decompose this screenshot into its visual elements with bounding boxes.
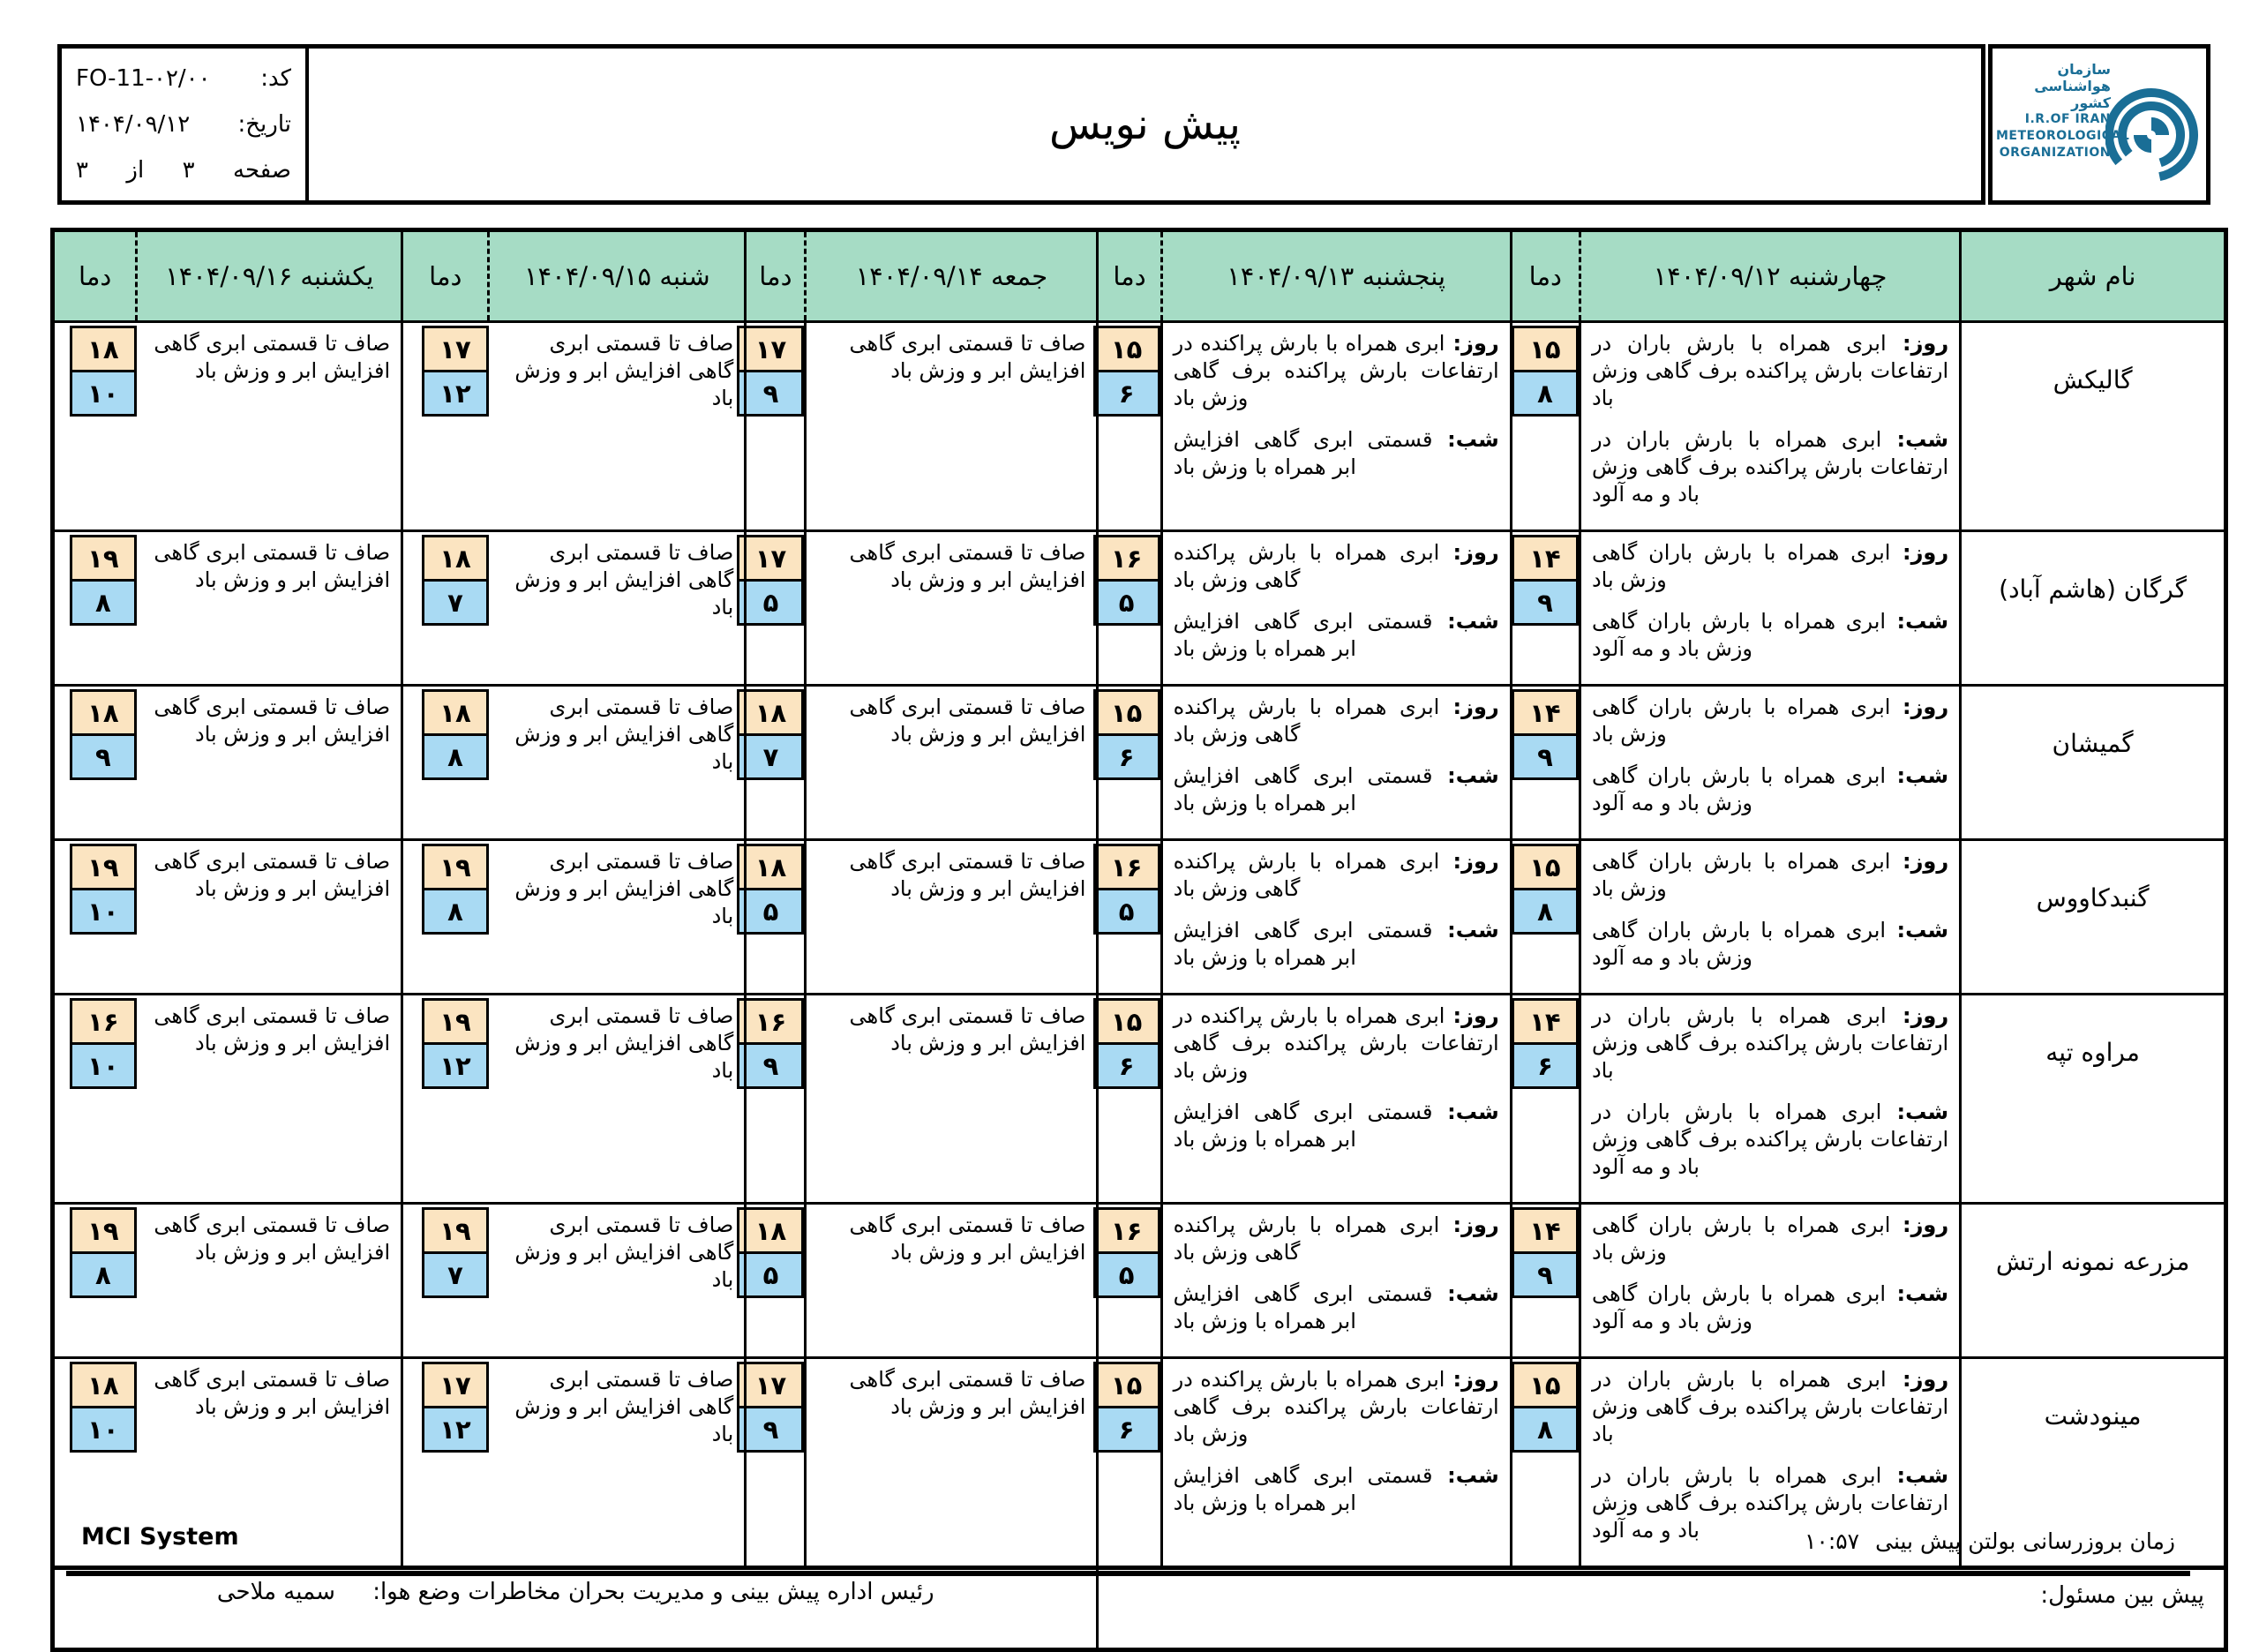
period-label: روز:: [1445, 1367, 1499, 1392]
min-temp-box: ۱۰: [70, 370, 137, 417]
table-row: [53, 1204, 2226, 1358]
min-temp-box: ۸: [422, 888, 489, 935]
temp-box-stack: [70, 326, 137, 417]
temp-box-stack: [737, 998, 804, 1089]
period-label: روز:: [1439, 1213, 1499, 1237]
table-header: [53, 230, 2226, 322]
table-row: [53, 322, 2226, 531]
mci-system-label: MCI System: [81, 1523, 239, 1551]
temp-cell: [53, 322, 137, 531]
temp-box-stack: [422, 1207, 489, 1298]
page-title: پیش نویس: [1049, 100, 1242, 149]
max-temp-box: ۱۹: [70, 1207, 137, 1254]
forecast-text-cell: روز: ابری همراه با بارش باران در ارتفاعات بارش پراکنده برف گاهی وزش باد شب: ابری همراه با بارش باران در ارتفاعات بارش پراکنده برف گاهی وزش باد و مه آلود: [1580, 1358, 1960, 1568]
city-name: مینودشت: [1961, 1358, 2226, 1568]
min-temp-box: ۹: [737, 370, 804, 417]
head-of-office-cell: [53, 1568, 1098, 1650]
temp-box-stack: [70, 535, 137, 626]
temp-header-sunday: دما: [53, 230, 137, 322]
temp-cell: [1098, 531, 1161, 686]
max-temp-box: ۱۸: [422, 689, 489, 736]
temp-box-stack: [1512, 535, 1579, 626]
temp-box-stack: [737, 326, 804, 417]
temp-box-stack: [1512, 689, 1579, 780]
period-label: روز:: [1445, 331, 1499, 356]
temp-box-stack: [1093, 1362, 1160, 1453]
temp-box-stack: [737, 1362, 804, 1453]
period-label: شب:: [1886, 609, 1949, 634]
forecast-text-cell: صاف تا قسمتی ابری گاهی افزایش ابر و وزش باد: [137, 686, 402, 840]
period-label: شب:: [1886, 1281, 1949, 1306]
period-label: شب:: [1432, 427, 1499, 452]
temp-box-stack: [1512, 998, 1579, 1089]
forecast-text-cell: روز: ابری همراه با بارش پراکنده گاهی وزش باد شب: قسمتی ابری گاهی افزایش ابر همراه با وزش باد: [1161, 686, 1511, 840]
temp-cell: [1511, 322, 1580, 531]
min-temp-box: ۱۰: [70, 888, 137, 935]
temp-box-stack: [70, 1362, 137, 1453]
min-temp-box: ۵: [1093, 1251, 1160, 1298]
temp-cell: [1511, 1358, 1580, 1568]
min-temp-box: ۸: [70, 579, 137, 626]
temp-box-stack: [737, 1207, 804, 1298]
temp-header-wednesday: دما: [1511, 230, 1580, 322]
forecast-table-body: [53, 322, 2226, 1568]
city-name: مزرعه نمونه ارتش: [1961, 1204, 2226, 1358]
max-temp-box: ۱۸: [70, 1362, 137, 1408]
city-name: گمیشان: [1961, 686, 2226, 840]
min-temp-box: ۷: [422, 579, 489, 626]
max-temp-box: ۱۴: [1512, 998, 1579, 1045]
forecast-text-cell: روز: ابری همراه با بارش باران در ارتفاعات بارش پراکنده برف گاهی وزش باد شب: ابری همراه با بارش باران در ارتفاعات بارش پراکنده برف گاهی وزش باد و مه آلود: [1580, 322, 1960, 531]
responsible-forecaster-cell: [1098, 1568, 2226, 1650]
temp-cell: [402, 322, 489, 531]
period-label: روز:: [1886, 1003, 1949, 1028]
temp-box-stack: [70, 998, 137, 1089]
min-temp-box: ۶: [1093, 370, 1160, 417]
max-temp-box: ۱۵: [1093, 689, 1160, 736]
max-temp-box: ۱۵: [1093, 326, 1160, 372]
temp-cell: [402, 840, 489, 995]
period-label: روز:: [1890, 849, 1949, 874]
temp-cell: [746, 1204, 806, 1358]
forecast-text-cell: صاف تا قسمتی ابری گاهی افزایش ابر و وزش باد: [489, 995, 746, 1204]
forecast-text-cell: صاف تا قسمتی ابری گاهی افزایش ابر و وزش باد: [806, 1358, 1098, 1568]
min-temp-box: ۶: [1093, 733, 1160, 780]
period-label: شب:: [1881, 1463, 1949, 1488]
forecast-text-cell: صاف تا قسمتی ابری گاهی افزایش ابر و وزش باد: [489, 686, 746, 840]
forecast-text-cell: صاف تا قسمتی ابری گاهی افزایش ابر و وزش باد: [806, 686, 1098, 840]
period-label: روز:: [1886, 331, 1949, 356]
update-time-value: ۱۰:۵۷: [1804, 1528, 1860, 1554]
code-label: کد:: [260, 65, 291, 92]
temp-box-stack: [70, 689, 137, 780]
document-header: [57, 44, 1985, 205]
temp-cell: [1098, 686, 1161, 840]
temp-box-stack: [422, 535, 489, 626]
period-label: روز:: [1439, 849, 1499, 874]
temp-box-stack: [737, 844, 804, 935]
max-temp-box: ۱۶: [1093, 1207, 1160, 1254]
min-temp-box: ۶: [1512, 1042, 1579, 1089]
max-temp-box: ۱۸: [70, 326, 137, 372]
min-temp-box: ۵: [737, 888, 804, 935]
temp-header-thursday: دما: [1098, 230, 1161, 322]
min-temp-box: ۱۰: [70, 1406, 137, 1453]
bottom-divider: [66, 1571, 2190, 1576]
temp-cell: [1098, 1204, 1161, 1358]
forecast-table: [50, 228, 2228, 1652]
temp-box-stack: [422, 1362, 489, 1453]
forecast-text-cell: صاف تا قسمتی ابری گاهی افزایش ابر و وزش باد: [489, 840, 746, 995]
day-header-thursday: پنجشنبه ۱۴۰۴/۰۹/۱۳: [1161, 230, 1511, 322]
update-time-label: زمان بروزرسانی بولتن پیش بینی: [1875, 1528, 2175, 1554]
code-line: [76, 65, 291, 92]
min-temp-box: ۹: [1512, 733, 1579, 780]
temp-cell: [1511, 686, 1580, 840]
table-row: [53, 531, 2226, 686]
period-label: شب:: [1886, 763, 1949, 788]
head-of-office-name: سمیه ملاحی: [216, 1579, 335, 1605]
date-line: [76, 111, 291, 138]
temp-box-stack: [422, 998, 489, 1089]
forecast-text-cell: صاف تا قسمتی ابری گاهی افزایش ابر و وزش باد: [137, 322, 402, 531]
max-temp-box: ۱۵: [1512, 844, 1579, 890]
min-temp-box: ۱۲: [422, 370, 489, 417]
forecast-text-cell: صاف تا قسمتی ابری گاهی افزایش ابر و وزش باد: [489, 1358, 746, 1568]
logo-text: [1996, 61, 2130, 161]
period-label: روز:: [1886, 1367, 1949, 1392]
temp-cell: [746, 686, 806, 840]
min-temp-box: ۹: [737, 1042, 804, 1089]
temp-cell: [746, 995, 806, 1204]
day-header-sunday: یکشنبه ۱۴۰۴/۰۹/۱۶: [137, 230, 402, 322]
day-header-saturday: شنبه ۱۴۰۴/۰۹/۱۵: [489, 230, 746, 322]
temp-cell: [53, 686, 137, 840]
forecast-text-cell: صاف تا قسمتی ابری گاهی افزایش ابر و وزش باد: [137, 840, 402, 995]
temp-box-stack: [1512, 326, 1579, 417]
forecast-text-cell: صاف تا قسمتی ابری گاهی افزایش ابر و وزش باد: [806, 322, 1098, 531]
temp-cell: [53, 840, 137, 995]
organization-logo: [1988, 44, 2210, 205]
forecast-text-cell: صاف تا قسمتی ابری گاهی افزایش ابر و وزش باد: [806, 995, 1098, 1204]
temp-cell: [746, 322, 806, 531]
max-temp-box: ۱۶: [737, 998, 804, 1045]
page-number: ۳: [182, 157, 195, 184]
min-temp-box: ۶: [1093, 1406, 1160, 1453]
period-label: شب:: [1432, 609, 1499, 634]
min-temp-box: ۱۰: [70, 1042, 137, 1089]
temp-box-stack: [70, 844, 137, 935]
forecast-text-cell: روز: ابری همراه با بارش پراکنده گاهی وزش باد شب: قسمتی ابری گاهی افزایش ابر همراه با وزش باد: [1161, 840, 1511, 995]
period-label: روز:: [1890, 695, 1949, 719]
min-temp-box: ۹: [1512, 579, 1579, 626]
temp-header-saturday: دما: [402, 230, 489, 322]
page-of-label: از: [126, 157, 145, 184]
max-temp-box: ۱۵: [1512, 326, 1579, 372]
temp-cell: [53, 995, 137, 1204]
temp-cell: [1511, 840, 1580, 995]
temp-cell: [1098, 1358, 1161, 1568]
forecast-text-cell: صاف تا قسمتی ابری گاهی افزایش ابر و وزش باد: [137, 531, 402, 686]
forecast-text-cell: صاف تا قسمتی ابری گاهی افزایش ابر و وزش باد: [137, 1204, 402, 1358]
max-temp-box: ۱۵: [1093, 1362, 1160, 1408]
min-temp-box: ۹: [70, 733, 137, 780]
temp-cell: [1098, 995, 1161, 1204]
day-header-friday: جمعه ۱۴۰۴/۰۹/۱۴: [806, 230, 1098, 322]
temp-box-stack: [422, 326, 489, 417]
min-temp-box: ۵: [737, 579, 804, 626]
min-temp-box: ۵: [1093, 579, 1160, 626]
temp-box-stack: [1512, 1207, 1579, 1298]
max-temp-box: ۱۹: [422, 998, 489, 1045]
forecast-text-cell: روز: ابری همراه با بارش باران گاهی وزش باد شب: ابری همراه با بارش باران گاهی وزش باد و مه آلود: [1580, 840, 1960, 995]
table-row: [53, 686, 2226, 840]
temp-box-stack: [737, 535, 804, 626]
city-name: گالیکش: [1961, 322, 2226, 531]
max-temp-box: ۱۹: [70, 844, 137, 890]
forecast-text-cell: صاف تا قسمتی ابری گاهی افزایش ابر و وزش باد: [489, 531, 746, 686]
page-label: صفحه: [233, 157, 291, 184]
forecast-text-cell: روز: ابری همراه با بارش پراکنده در ارتفاعات بارش پراکنده برف گاهی وزش باد شب: قسمتی ابری گاهی افزایش ابر همراه با وزش باد: [1161, 1358, 1511, 1568]
max-temp-box: ۱۶: [1093, 535, 1160, 582]
min-temp-box: ۶: [1093, 1042, 1160, 1089]
forecast-text-cell: صاف تا قسمتی ابری گاهی افزایش ابر و وزش باد: [489, 1204, 746, 1358]
temp-box-stack: [1093, 1207, 1160, 1298]
date-value: ۱۴۰۴/۰۹/۱۲: [76, 111, 191, 138]
table-row: [53, 995, 2226, 1204]
city-name: گنبدکاووس: [1961, 840, 2226, 995]
min-temp-box: ۸: [1512, 1406, 1579, 1453]
max-temp-box: ۱۷: [737, 535, 804, 582]
head-of-office-label: رئیس اداره پیش بینی و مدیریت بحران مخاطرات وضع هوا:: [372, 1579, 934, 1605]
period-label: شب:: [1432, 918, 1499, 942]
min-temp-box: ۱۲: [422, 1042, 489, 1089]
code-value: FO-11-۰۲/۰۰: [76, 65, 211, 92]
day-header-wednesday: چهارشنبه ۱۴۰۴/۰۹/۱۲: [1580, 230, 1960, 322]
temp-box-stack: [1093, 326, 1160, 417]
min-temp-box: ۸: [422, 733, 489, 780]
max-temp-box: ۱۴: [1512, 689, 1579, 736]
temp-cell: [746, 1358, 806, 1568]
temp-box-stack: [1512, 1362, 1579, 1453]
max-temp-box: ۱۶: [70, 998, 137, 1045]
forecast-text-cell: روز: ابری همراه با بارش پراکنده در ارتفاعات بارش پراکنده برف گاهی وزش باد شب: قسمتی ابری گاهی افزایش ابر همراه با وزش باد: [1161, 995, 1511, 1204]
title-area: [309, 49, 1981, 200]
period-label: شب:: [1432, 1281, 1499, 1306]
min-temp-box: ۱۲: [422, 1406, 489, 1453]
max-temp-box: ۱۸: [70, 689, 137, 736]
temp-box-stack: [422, 844, 489, 935]
period-label: روز:: [1439, 540, 1499, 565]
max-temp-box: ۱۶: [1093, 844, 1160, 890]
forecast-text-cell: صاف تا قسمتی ابری گاهی افزایش ابر و وزش باد: [806, 1204, 1098, 1358]
forecast-text-cell: صاف تا قسمتی ابری گاهی افزایش ابر و وزش باد: [806, 840, 1098, 995]
city-name: مراوه تپه: [1961, 995, 2226, 1204]
min-temp-box: ۸: [1512, 370, 1579, 417]
temp-box-stack: [422, 689, 489, 780]
period-label: شب:: [1881, 1100, 1949, 1124]
max-temp-box: ۱۸: [422, 535, 489, 582]
temp-cell: [1098, 840, 1161, 995]
table-row: [53, 840, 2226, 995]
temp-cell: [402, 531, 489, 686]
bulletin-update-time: [1805, 1528, 2175, 1554]
temp-cell: [402, 686, 489, 840]
temp-box-stack: [1093, 844, 1160, 935]
period-label: روز:: [1890, 540, 1949, 565]
temp-box-stack: [70, 1207, 137, 1298]
temp-cell: [1098, 322, 1161, 531]
city-column-header: نام شهر: [1961, 230, 2226, 322]
forecast-text-cell: روز: ابری همراه با بارش پراکنده گاهی وزش باد شب: قسمتی ابری گاهی افزایش ابر همراه با وزش باد: [1161, 1204, 1511, 1358]
max-temp-box: ۱۷: [422, 1362, 489, 1408]
temp-box-stack: [1512, 844, 1579, 935]
period-label: شب:: [1432, 763, 1499, 788]
temp-cell: [1511, 1204, 1580, 1358]
period-label: شب:: [1886, 918, 1949, 942]
table-footer: [53, 1568, 2226, 1650]
min-temp-box: ۵: [737, 1251, 804, 1298]
city-name: گرگان (هاشم آباد): [1961, 531, 2226, 686]
logo-text-fa: سازمان هواشناسی کشور: [2034, 61, 2111, 111]
logo-text-en2: METEOROLOGICAL: [1996, 129, 2130, 143]
max-temp-box: ۱۸: [737, 844, 804, 890]
meta-box: [62, 49, 309, 200]
temp-box-stack: [737, 689, 804, 780]
forecast-text-cell: روز: ابری همراه با بارش باران گاهی وزش باد شب: ابری همراه با بارش باران گاهی وزش باد و مه آلود: [1580, 531, 1960, 686]
period-label: روز:: [1439, 695, 1499, 719]
min-temp-box: ۸: [70, 1251, 137, 1298]
forecast-text-cell: صاف تا قسمتی ابری گاهی افزایش ابر و وزش باد: [137, 1358, 402, 1568]
period-label: شب:: [1432, 1100, 1499, 1124]
max-temp-box: ۱۹: [422, 1207, 489, 1254]
forecast-text-cell: صاف تا قسمتی ابری گاهی افزایش ابر و وزش باد: [806, 531, 1098, 686]
min-temp-box: ۷: [422, 1251, 489, 1298]
max-temp-box: ۱۷: [422, 326, 489, 372]
forecast-text-cell: روز: ابری همراه با بارش باران گاهی وزش باد شب: ابری همراه با بارش باران گاهی وزش باد و مه آلود: [1580, 1204, 1960, 1358]
page-line: [76, 157, 291, 184]
period-label: شب:: [1432, 1463, 1499, 1488]
period-label: روز:: [1890, 1213, 1949, 1237]
forecast-text-cell: روز: ابری همراه با بارش باران گاهی وزش باد شب: ابری همراه با بارش باران گاهی وزش باد و مه آلود: [1580, 686, 1960, 840]
temp-cell: [402, 1358, 489, 1568]
forecast-text-cell: روز: ابری همراه با بارش پراکنده در ارتفاعات بارش پراکنده برف گاهی وزش باد شب: قسمتی ابری گاهی افزایش ابر همراه با وزش باد: [1161, 322, 1511, 531]
min-temp-box: ۹: [737, 1406, 804, 1453]
logo-text-en3: ORGANIZATION: [1999, 146, 2111, 160]
min-temp-box: ۹: [1512, 1251, 1579, 1298]
max-temp-box: ۱۹: [422, 844, 489, 890]
temp-cell: [1511, 531, 1580, 686]
date-label: تاریخ:: [237, 111, 291, 138]
forecast-text-cell: روز: ابری همراه با بارش باران در ارتفاعات بارش پراکنده برف گاهی وزش باد شب: ابری همراه با بارش باران در ارتفاعات بارش پراکنده برف گاهی وزش باد و مه آلود: [1580, 995, 1960, 1204]
forecast-text-cell: روز: ابری همراه با بارش پراکنده گاهی وزش باد شب: قسمتی ابری گاهی افزایش ابر همراه با وزش باد: [1161, 531, 1511, 686]
temp-box-stack: [1093, 998, 1160, 1089]
max-temp-box: ۱۸: [737, 689, 804, 736]
temp-cell: [1511, 995, 1580, 1204]
period-label: شب:: [1881, 427, 1949, 452]
meteorological-spiral-icon: [2105, 54, 2204, 199]
temp-box-stack: [1093, 689, 1160, 780]
max-temp-box: ۱۴: [1512, 1207, 1579, 1254]
temp-cell: [746, 840, 806, 995]
temp-cell: [53, 531, 137, 686]
max-temp-box: ۱۹: [70, 535, 137, 582]
max-temp-box: ۱۵: [1512, 1362, 1579, 1408]
min-temp-box: ۵: [1093, 888, 1160, 935]
temp-cell: [402, 1204, 489, 1358]
logo-text-en1: I.R.OF IRAN: [2024, 112, 2111, 126]
period-label: روز:: [1445, 1003, 1499, 1028]
forecast-text-cell: صاف تا قسمتی ابری گاهی افزایش ابر و وزش باد: [137, 995, 402, 1204]
min-temp-box: ۷: [737, 733, 804, 780]
temp-box-stack: [1093, 535, 1160, 626]
min-temp-box: ۸: [1512, 888, 1579, 935]
temp-header-friday: دما: [746, 230, 806, 322]
max-temp-box: ۱۵: [1093, 998, 1160, 1045]
temp-cell: [402, 995, 489, 1204]
max-temp-box: ۱۸: [737, 1207, 804, 1254]
max-temp-box: ۱۴: [1512, 535, 1579, 582]
max-temp-box: ۱۷: [737, 326, 804, 372]
max-temp-box: ۱۷: [737, 1362, 804, 1408]
responsible-forecaster-label: پیش بین مسئول:: [2040, 1582, 2204, 1609]
temp-cell: [53, 1204, 137, 1358]
temp-cell: [746, 531, 806, 686]
forecast-text-cell: صاف تا قسمتی ابری گاهی افزایش ابر و وزش باد: [489, 322, 746, 531]
page-total: ۳: [76, 157, 88, 184]
